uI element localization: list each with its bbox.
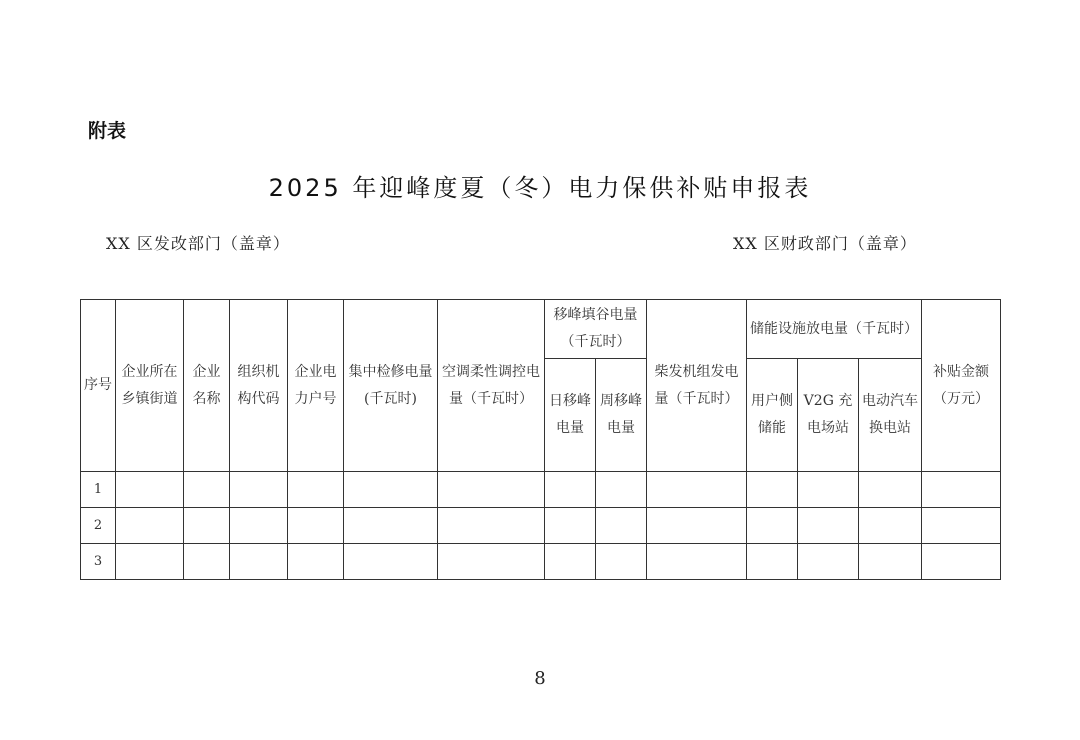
header-subsidy: 补贴金额（万元） — [922, 300, 1001, 472]
header-org-code: 组织机构代码 — [230, 300, 288, 472]
header-power-account: 企业电力户号 — [288, 300, 344, 472]
table-row — [81, 472, 1001, 508]
header-maintenance: 集中检修电量(千瓦时) — [344, 300, 438, 472]
header-peak-shift-group: 移峰填谷电量（千瓦时） — [545, 300, 647, 359]
table-row — [81, 508, 1001, 544]
header-weekly-shift: 周移峰电量 — [596, 359, 647, 472]
dept-left-stamp: XX 区发改部门（盖章） — [106, 234, 290, 253]
header-seq: 序号 — [81, 300, 116, 472]
header-diesel: 柴发机组发电量（千瓦时） — [647, 300, 747, 472]
subsidy-table — [80, 299, 1001, 580]
row-seq: 1 — [81, 472, 116, 508]
header-daily-shift: 日移峰电量 — [545, 359, 596, 472]
page-number: 8 — [534, 668, 546, 689]
header-ev-swap: 电动汽车换电站 — [859, 359, 922, 472]
header-company-name: 企业名称 — [184, 300, 230, 472]
row-seq: 3 — [81, 544, 116, 580]
page-title: 2025 年迎峰度夏（冬）电力保供补贴申报表 — [268, 174, 812, 202]
header-ac-control: 空调柔性调控电量（千瓦时） — [438, 300, 545, 472]
header-v2g: V2G 充电场站 — [798, 359, 859, 472]
dept-right-stamp: XX 区财政部门（盖章） — [733, 234, 917, 253]
row-seq: 2 — [81, 508, 116, 544]
header-storage-group: 储能设施放电量（千瓦时） — [747, 300, 922, 359]
table-row — [81, 544, 1001, 580]
header-user-storage: 用户侧储能 — [747, 359, 798, 472]
header-township: 企业所在乡镇街道 — [116, 300, 184, 472]
attachment-label: 附表 — [88, 120, 127, 142]
